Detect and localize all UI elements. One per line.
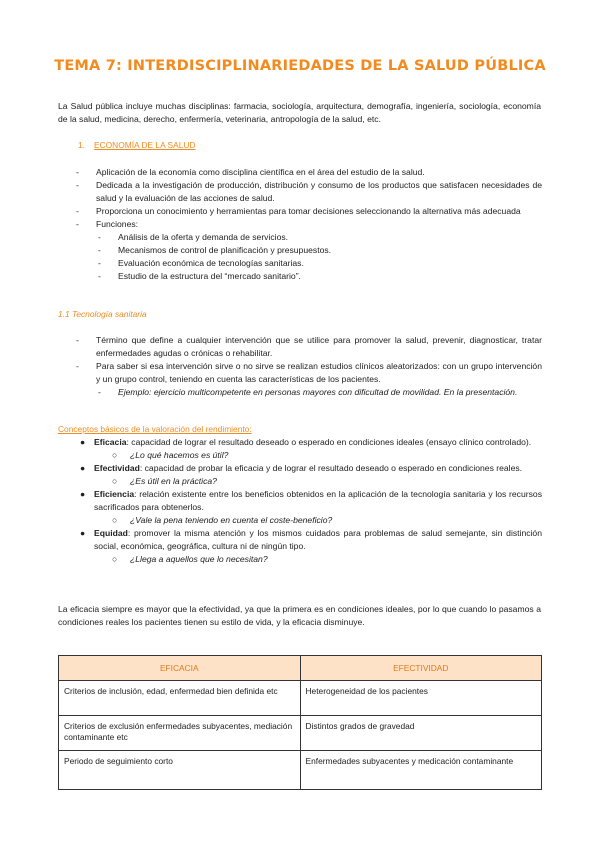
section-heading [78, 140, 195, 150]
subsection-heading: 1.1 Tecnología sanitaria [58, 309, 147, 319]
table-row [59, 751, 542, 790]
list-item: - Para saber si esa intervención sirve o no sirve se realizan estudios clínicos aleatorizados: con un grupo intervención y un grupo control, teniendo en cuenta las características de los pacientes. [76, 361, 542, 384]
concept-item: ● Eficacia: capacidad de lograr el resultado deseado o esperado en condiciones ideales (ensayo clínico controlado). [80, 437, 532, 447]
concept-item: ● Efectividad: capacidad de probar la eficacia y de lograr el resultado deseado o esperado en condiciones reales. [80, 463, 523, 473]
list-item: - Dedicada a la investigación de producción, distribución y consumo de los productos que satisfacen necesidades de salud y la evaluación de las acciones de salud. [76, 180, 542, 203]
concept-item: ● Equidad: promover la misma atención y los mismos cuidados para problemas de salud semejante, sin distinción social, económica, geográfica, cultura ni de ningún tipo. [80, 528, 542, 551]
sub-list-item: - Evaluación económica de tecnologías sanitarias. [98, 258, 304, 268]
section1-list [78, 166, 542, 283]
comparison-table [58, 655, 542, 790]
table-cell: Criterios de exclusión enfermedades subyacentes, mediación contaminante etc [59, 716, 301, 751]
concept-question: ○ ¿Es útil en la práctica? [112, 476, 217, 486]
section-label: ECONOMÍA DE LA SALUD [94, 140, 196, 150]
list-item: - Proporciona un conocimiento y herramientas para tomar decisiones seleccionando la alternativa más adecuada [76, 206, 521, 216]
table-header-efectividad: EFECTIVIDAD [300, 656, 542, 681]
table-cell: Enfermedades subyacentes y medicación contaminante [300, 751, 542, 790]
table-cell: Distintos grados de gravedad [300, 716, 542, 751]
concept-question: ○ ¿Vale la pena teniendo en cuenta el coste-beneficio? [112, 515, 333, 525]
conceptos-heading: Conceptos básicos de la valoración del rendimiento: [58, 424, 252, 434]
sub-list-item: - Análisis de la oferta y demanda de servicios. [98, 232, 289, 242]
list-item: - Funciones: [76, 219, 139, 229]
concept-item: ● Eficiencia: relación existente entre los beneficios obtenidos en la aplicación de la tecnología sanitaria y los recursos sacrificados para obtenerlos. [80, 489, 542, 512]
concept-question: ○ ¿Lo qué hacemos es útil? [112, 450, 229, 460]
section-number: 1. [78, 140, 85, 150]
section11-list [78, 334, 542, 399]
table-row [59, 681, 542, 716]
page-title: TEMA 7: INTERDISCIPLINARIEDADES DE LA SALUD PÚBLICA [54, 58, 546, 74]
table-header-row [59, 656, 542, 681]
sub-list-item: - Estudio de la estructura del “mercado sanitario”. [98, 271, 301, 281]
table-cell: Heterogeneidad de los pacientes [300, 681, 542, 716]
intro-paragraph: La Salud pública incluye muchas disciplinas: farmacia, sociología, arquitectura, demografía, ingeniería, sociología, economía de la salud, medicina, derecho, enfermería, veterinaria, antropología de la salud, etc. [58, 101, 541, 124]
sub-list-item: - Mecanismos de control de planificación y presupuestos. [98, 245, 332, 255]
table-cell: Periodo de seguimiento corto [59, 751, 301, 790]
conceptos-list [78, 436, 542, 566]
list-item: - Aplicación de la economía como disciplina científica en el área del estudio de la salud. [76, 167, 425, 177]
table-row [59, 716, 542, 751]
concept-question: ○ ¿Llega a aquellos que lo necesitan? [112, 554, 268, 564]
example-item: - Ejemplo: ejercicio multicompetente en personas mayores con dificultad de movilidad. En la presentación. [98, 387, 518, 397]
table-header-eficacia: EFICACIA [59, 656, 301, 681]
outro-paragraph: La eficacia siempre es mayor que la efectividad, ya que la primera es en condiciones ideales, por lo que cuando lo pasamos a condiciones reales los pacientes tienen su estilo de vida, y la eficacia disminuye. [58, 604, 541, 627]
list-item: - Término que define a cualquier intervención que se utilice para promover la salud, prevenir, diagnosticar, tratar enfermedades agudas o crónicas o rehabilitar. [76, 335, 542, 358]
table-cell: Criterios de inclusión, edad, enfermedad bien definida etc [59, 681, 301, 716]
